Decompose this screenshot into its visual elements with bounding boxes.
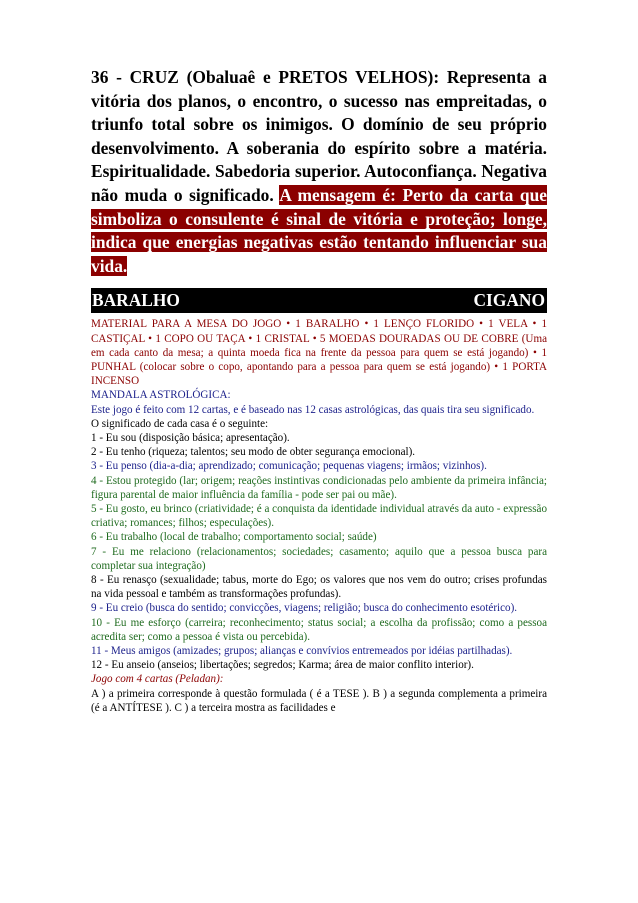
document-page [91, 66, 547, 715]
meaning-line: O significado de cada casa é o seguinte: [91, 417, 269, 430]
card-36-description [91, 66, 547, 278]
house-item: 8 - Eu renasço (sexualidade; tabus, morte do Ego; os valores que nos vem do outro; crises profundas na vida pessoal e também as transformações profundas). [91, 574, 547, 601]
house-item: 5 - Eu gosto, eu brinco (criatividade; é a conquista da identidade individual através da auto - expressão criativa; romances; filhos; especulações). [91, 502, 547, 530]
house-item: 10 - Eu me esforço (carreira; reconhecimento; status social; a escolha da profissão; como a pessoa acredita ser; como a pessoa é vista ou percebida). [91, 616, 547, 643]
body-text [91, 317, 547, 715]
house-item: 4 - Estou protegido (lar; origem; reações instintivas condicionadas pelo ambiente da primeira infância; figura parental de maior influência da família - pode ser pai ou mãe). [91, 474, 547, 501]
house-item: 11 - Meus amigos (amizades; grupos; alianças e convívios entremeados por idéias partilhadas). [91, 645, 513, 658]
card-36-message-highlight: A mensagem é: Perto da carta que simboliza o consulente é sinal de vitória e proteção; longe, indica que energias negativas estão tentando influenciar sua vida. [91, 184, 547, 276]
banner-left-word: BARALHO [92, 290, 180, 311]
house-item: 7 - Eu me relaciono (relacionamentos; sociedades; casamento; aquilo que a pessoa busca para completar sua integração) [91, 545, 547, 572]
four-cards-title: Jogo com 4 cartas (Peladan): [91, 673, 224, 686]
house-item: 6 - Eu trabalho (local de trabalho; comportamento social; saúde) [91, 531, 377, 544]
house-item: 2 - Eu tenho (riqueza; talentos; seu modo de obter segurança emocional). [91, 446, 416, 459]
section-banner [91, 288, 547, 313]
banner-right-word: CIGANO [473, 290, 545, 311]
house-item: 9 - Eu creio (busca do sentido; convicções, viagens; religião; busca do conhecimento esotérico). [91, 602, 518, 615]
four-cards-text: A ) a primeira corresponde à questão formulada ( é a TESE ). B ) a segunda complementa a primeira (é a ANTÍTESE ). C ) a terceira mostra as facilidades e [91, 687, 547, 714]
mandala-intro: Este jogo é feito com 12 cartas, e é baseado nas 12 casas astrológicas, das quais tira seu significado. [91, 403, 535, 416]
card-36-heading-text: 36 - CRUZ (Obaluaê e PRETOS VELHOS): Representa a vitória dos planos, o encontro, o sucesso nas empreitadas, o triunfo total sobre os inimigos. O domínio de seu próprio desenvolvimento. A soberania do espírito sobre a matéria. Espiritualidade. Sabedoria superior. Autoconfiança. Negativa não muda o significado. [91, 67, 547, 205]
mandala-title: MANDALA ASTROLÓGICA: [91, 389, 231, 402]
material-list: MATERIAL PARA A MESA DO JOGO • 1 BARALHO • 1 LENÇO FLORIDO • 1 VELA • 1 CASTIÇAL • 1 COPO OU TAÇA • 1 CRISTAL • 5 MOEDAS DOURADAS OU DE COBRE (Uma em cada canto da mesa; a quinta moeda fica na frente da pessoa para quem se está jogando) • 1 PUNHAL (colocar sobre o copo, apontando para a pessoa para quem se está jogando) • 1 PORTA INCENSO [91, 318, 547, 388]
house-item: 1 - Eu sou (disposição básica; apresentação). [91, 431, 290, 444]
house-item: 3 - Eu penso (dia-a-dia; aprendizado; comunicação; pequenas viagens; irmãos; vizinhos). [91, 460, 487, 473]
house-item: 12 - Eu anseio (anseios; libertações; segredos; Karma; área de maior conflito interior). [91, 659, 474, 672]
